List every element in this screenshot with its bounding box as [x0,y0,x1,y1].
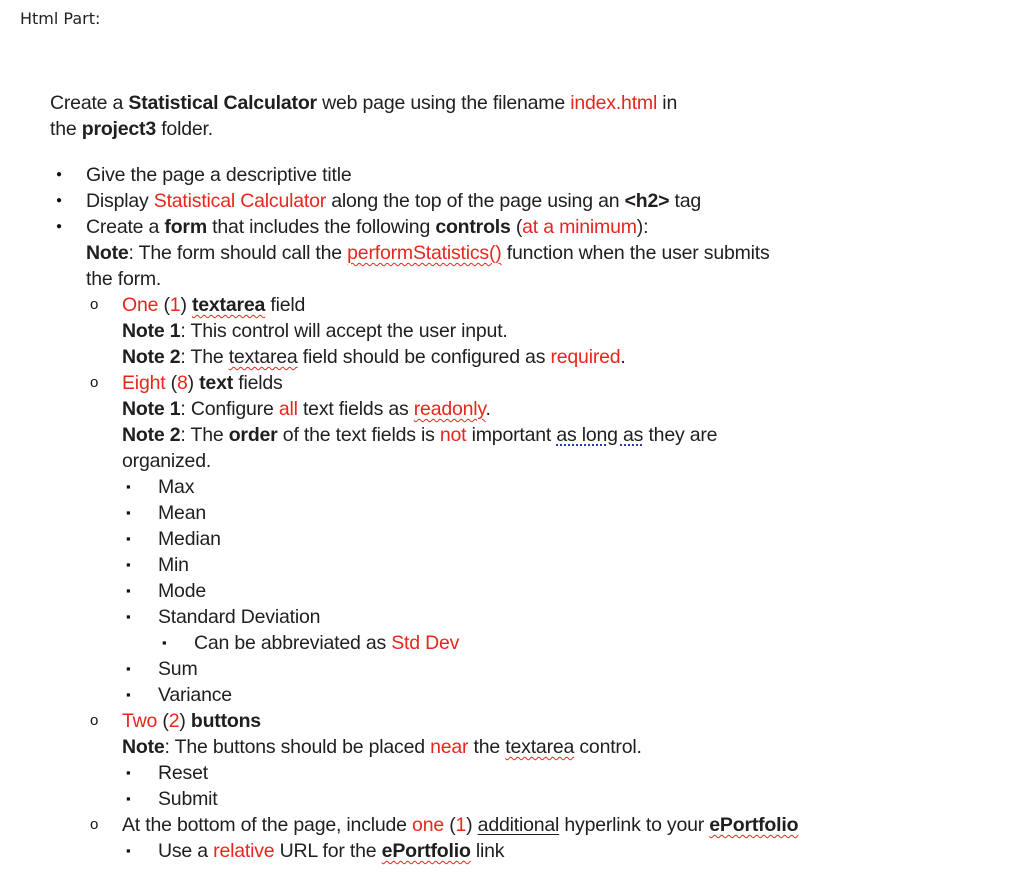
hyperlink-sublist [122,838,950,864]
list-item: ▪ Submit [122,786,950,812]
std-dev-sublist [158,630,950,656]
list-item: ▪ Can be abbreviated as Std Dev [158,630,950,656]
list-item: ▪ Max [122,474,950,500]
buttons-list [122,760,950,812]
list-item: ▪ Reset [122,760,950,786]
intro-paragraph: Create a Statistical Calculator web page using the filename index.html in the project3 folder. [50,92,678,140]
list-item: ▪ Median [122,526,950,552]
list-item: ▪ Standard Deviation ▪ Can be abbreviated as Std Dev [122,604,950,656]
list-item: ● Display Statistical Calculator along the top of the page using an <h2> tag [50,188,950,214]
list-item: ▪ Sum [122,656,950,682]
list-item: ▪ Mean [122,500,950,526]
list-item-form: ● Create a form that includes the following controls (at a minimum): Note: The form should call the performStatistics() function when the user submits the form. o One (1) textarea field Note 1: This control will accept the user input. Note 2: The textarea field should be configured as required. o Eight (8) text fields Note 1: Configure all text fields as readonly. Note 2: The order of the text fields is not important as long as they are organized. ▪ Max ▪ Mean ▪ Median ▪ Min ▪ Mode ▪ Standard Deviation ▪ Can be abbreviated as Std Dev ▪ Sum ▪ Variance o Two (2) buttons Note: The buttons should be placed near the textarea control. ▪ Reset ▪ Submit o At the bottom of the page, include one (1) additional hyperlink to your ePortfolio ▪ Use a relative URL for the ePortfolio link [50,214,950,864]
controls-list [86,292,950,864]
list-item-buttons: o Two (2) buttons Note: The buttons should be placed near the textarea control. ▪ Reset ▪ Submit [86,708,950,812]
text-fields-list [122,474,950,708]
list-item: ▪ Variance [122,682,950,708]
assignment-document [50,90,950,864]
list-item: ▪ Min [122,552,950,578]
requirements-list [50,162,950,864]
list-item-hyperlink: o At the bottom of the page, include one (1) additional hyperlink to your ePortfolio ▪ Use a relative URL for the ePortfolio link [86,812,950,864]
section-heading: Html Part: [20,9,101,28]
list-item-text-fields: o Eight (8) text fields Note 1: Configure all text fields as readonly. Note 2: The order of the text fields is not important as long as they are organized. ▪ Max ▪ Mean ▪ Median ▪ Min ▪ Mode ▪ Standard Deviation ▪ Can be abbreviated as Std Dev ▪ Sum ▪ Variance [86,370,950,708]
list-item-textarea: o One (1) textarea field Note 1: This control will accept the user input. Note 2: The textarea field should be configured as required. [86,292,950,370]
list-item: ▪ Use a relative URL for the ePortfolio link [122,838,950,864]
list-item: ▪ Mode [122,578,950,604]
list-item: ● Give the page a descriptive title [50,162,950,188]
